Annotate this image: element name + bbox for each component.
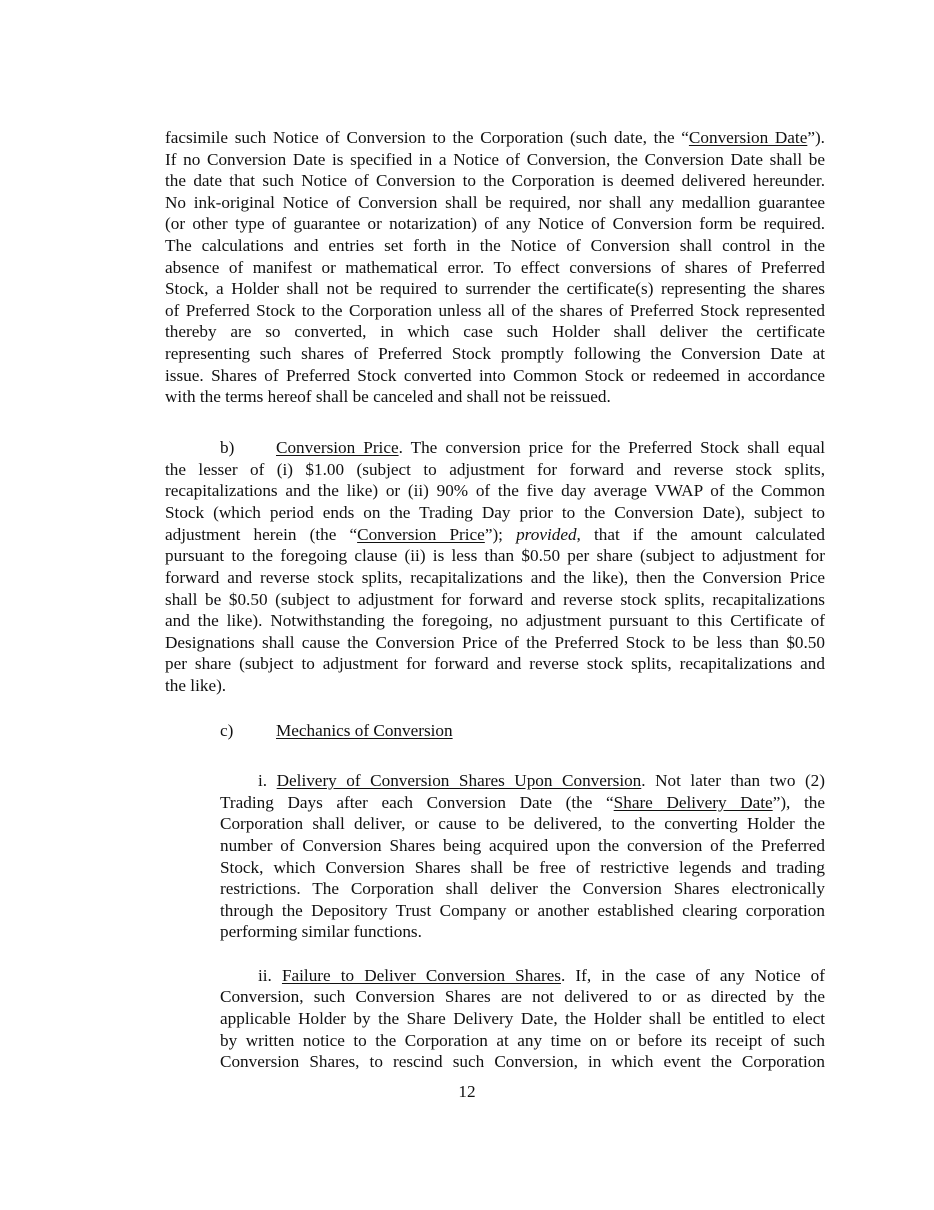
section-label: c): [220, 721, 234, 740]
text-line: Stock, which Conversion Shares shall be free of restrictive legends and trading: [220, 858, 825, 877]
italic-term: provided: [516, 525, 577, 544]
text-span: ”).: [807, 128, 825, 147]
text-line: Conversion Shares, to rescind such Conversion, in which event the Corporation: [220, 1052, 825, 1071]
text-span: , that if the amount calculated: [576, 525, 825, 544]
text-line: (or other type of guarantee or notarization) of any Notice of Conversion form be required.: [165, 214, 825, 233]
text-line: thereby are so converted, in which case such Holder shall deliver the certificate: [165, 322, 825, 341]
defined-term-share-delivery-date: Share Delivery Date: [613, 793, 773, 812]
text-line: [220, 720, 620, 742]
text-line: representing such shares of Preferred Stock promptly following the Conversion Date at: [165, 344, 825, 363]
item-label: i.: [258, 771, 277, 790]
item-heading: Delivery of Conversion Shares Upon Conversion: [276, 771, 642, 790]
text-span: Trading Days after each Conversion Date (the “: [220, 793, 614, 812]
text-span: . Not later than two (2): [641, 771, 825, 790]
text-span: ”), the: [772, 793, 825, 812]
text-line: by written notice to the Corporation at any time on or before its receipt of such: [220, 1031, 825, 1050]
text-span: . If, in the case of any Notice of: [561, 966, 825, 985]
text-span: facsimile such Notice of Conversion to the Corporation (such date, the “: [165, 128, 689, 147]
text-line: forward and reverse stock splits, recapitalizations and the like), then the Conversion Price: [165, 568, 825, 587]
text-line: [220, 792, 825, 814]
text-line: Stock (which period ends on the Trading Day prior to the Conversion Date), subject to: [165, 503, 825, 522]
text-line: performing similar functions.: [220, 922, 422, 941]
text-line: the date that such Notice of Conversion to the Corporation is deemed delivered hereunder.: [165, 171, 825, 190]
text-line: shall be $0.50 (subject to adjustment for forward and reverse stock splits, recapitalizations: [165, 590, 825, 609]
text-span: adjustment herein (the “: [165, 525, 358, 544]
item-heading: Failure to Deliver Conversion Shares: [281, 966, 561, 985]
text-line: and the like). Notwithstanding the foregoing, no adjustment pursuant to this Certificate of: [165, 611, 825, 630]
text-line: No ink-original Notice of Conversion shall be required, nor shall any medallion guarantee: [165, 193, 825, 212]
defined-term-conversion-price: Conversion Price: [357, 525, 485, 544]
page-number: 12: [458, 1082, 476, 1101]
text-line: Corporation shall deliver, or cause to be delivered, to the converting Holder the: [220, 814, 825, 833]
item-label: ii.: [258, 966, 282, 985]
text-line: The calculations and entries set forth in the Notice of Conversion shall control in the: [165, 236, 825, 255]
text-line: through the Depository Trust Company or another established clearing corporation: [220, 901, 825, 920]
text-line: recapitalizations and the like) or (ii) 90% of the five day average VWAP of the Common: [165, 481, 825, 500]
defined-term-conversion-date: Conversion Date: [688, 128, 808, 147]
text-line: issue. Shares of Preferred Stock converted into Common Stock or redeemed in accordance: [165, 366, 825, 385]
text-line: Stock, a Holder shall not be required to surrender the certificate(s) representing the shares: [165, 279, 825, 298]
text-line: of Preferred Stock to the Corporation unless all of the shares of Preferred Stock represented: [165, 301, 825, 320]
text-line: absence of manifest or mathematical error. To effect conversions of shares of Preferred: [165, 258, 825, 277]
text-line: [220, 437, 825, 459]
text-line: number of Conversion Shares being acquired upon the conversion of the Preferred: [220, 836, 825, 855]
text-span: ”);: [484, 525, 517, 544]
text-line: If no Conversion Date is specified in a Notice of Conversion, the Conversion Date shall be: [165, 150, 825, 169]
text-line: the lesser of (i) $1.00 (subject to adjustment for forward and reverse stock splits,: [165, 460, 825, 479]
text-line: Conversion, such Conversion Shares are not delivered to or as directed by the: [220, 987, 825, 1006]
text-line: the like).: [165, 676, 227, 695]
text-line: per share (subject to adjustment for forward and reverse stock splits, recapitalizations and: [165, 654, 825, 673]
text-line: [258, 965, 825, 987]
text-line: [258, 770, 825, 792]
text-line: pursuant to the foregoing clause (ii) is less than $0.50 per share (subject to adjustment for: [165, 546, 825, 565]
text-span: . The conversion price for the Preferred Stock shall equal: [398, 438, 825, 457]
section-label: b): [220, 438, 235, 457]
text-line: [165, 127, 825, 149]
text-line: [165, 524, 825, 546]
text-line: Designations shall cause the Conversion Price of the Preferred Stock to be less than $0.50: [165, 633, 825, 652]
section-heading: Mechanics of Conversion: [276, 721, 453, 740]
text-line: restrictions. The Corporation shall deliver the Conversion Shares electronically: [220, 879, 825, 898]
section-heading: Conversion Price: [276, 438, 399, 457]
text-line: applicable Holder by the Share Delivery Date, the Holder shall be entitled to elect: [220, 1009, 825, 1028]
text-line: with the terms hereof shall be canceled and shall not be reissued.: [165, 387, 611, 406]
